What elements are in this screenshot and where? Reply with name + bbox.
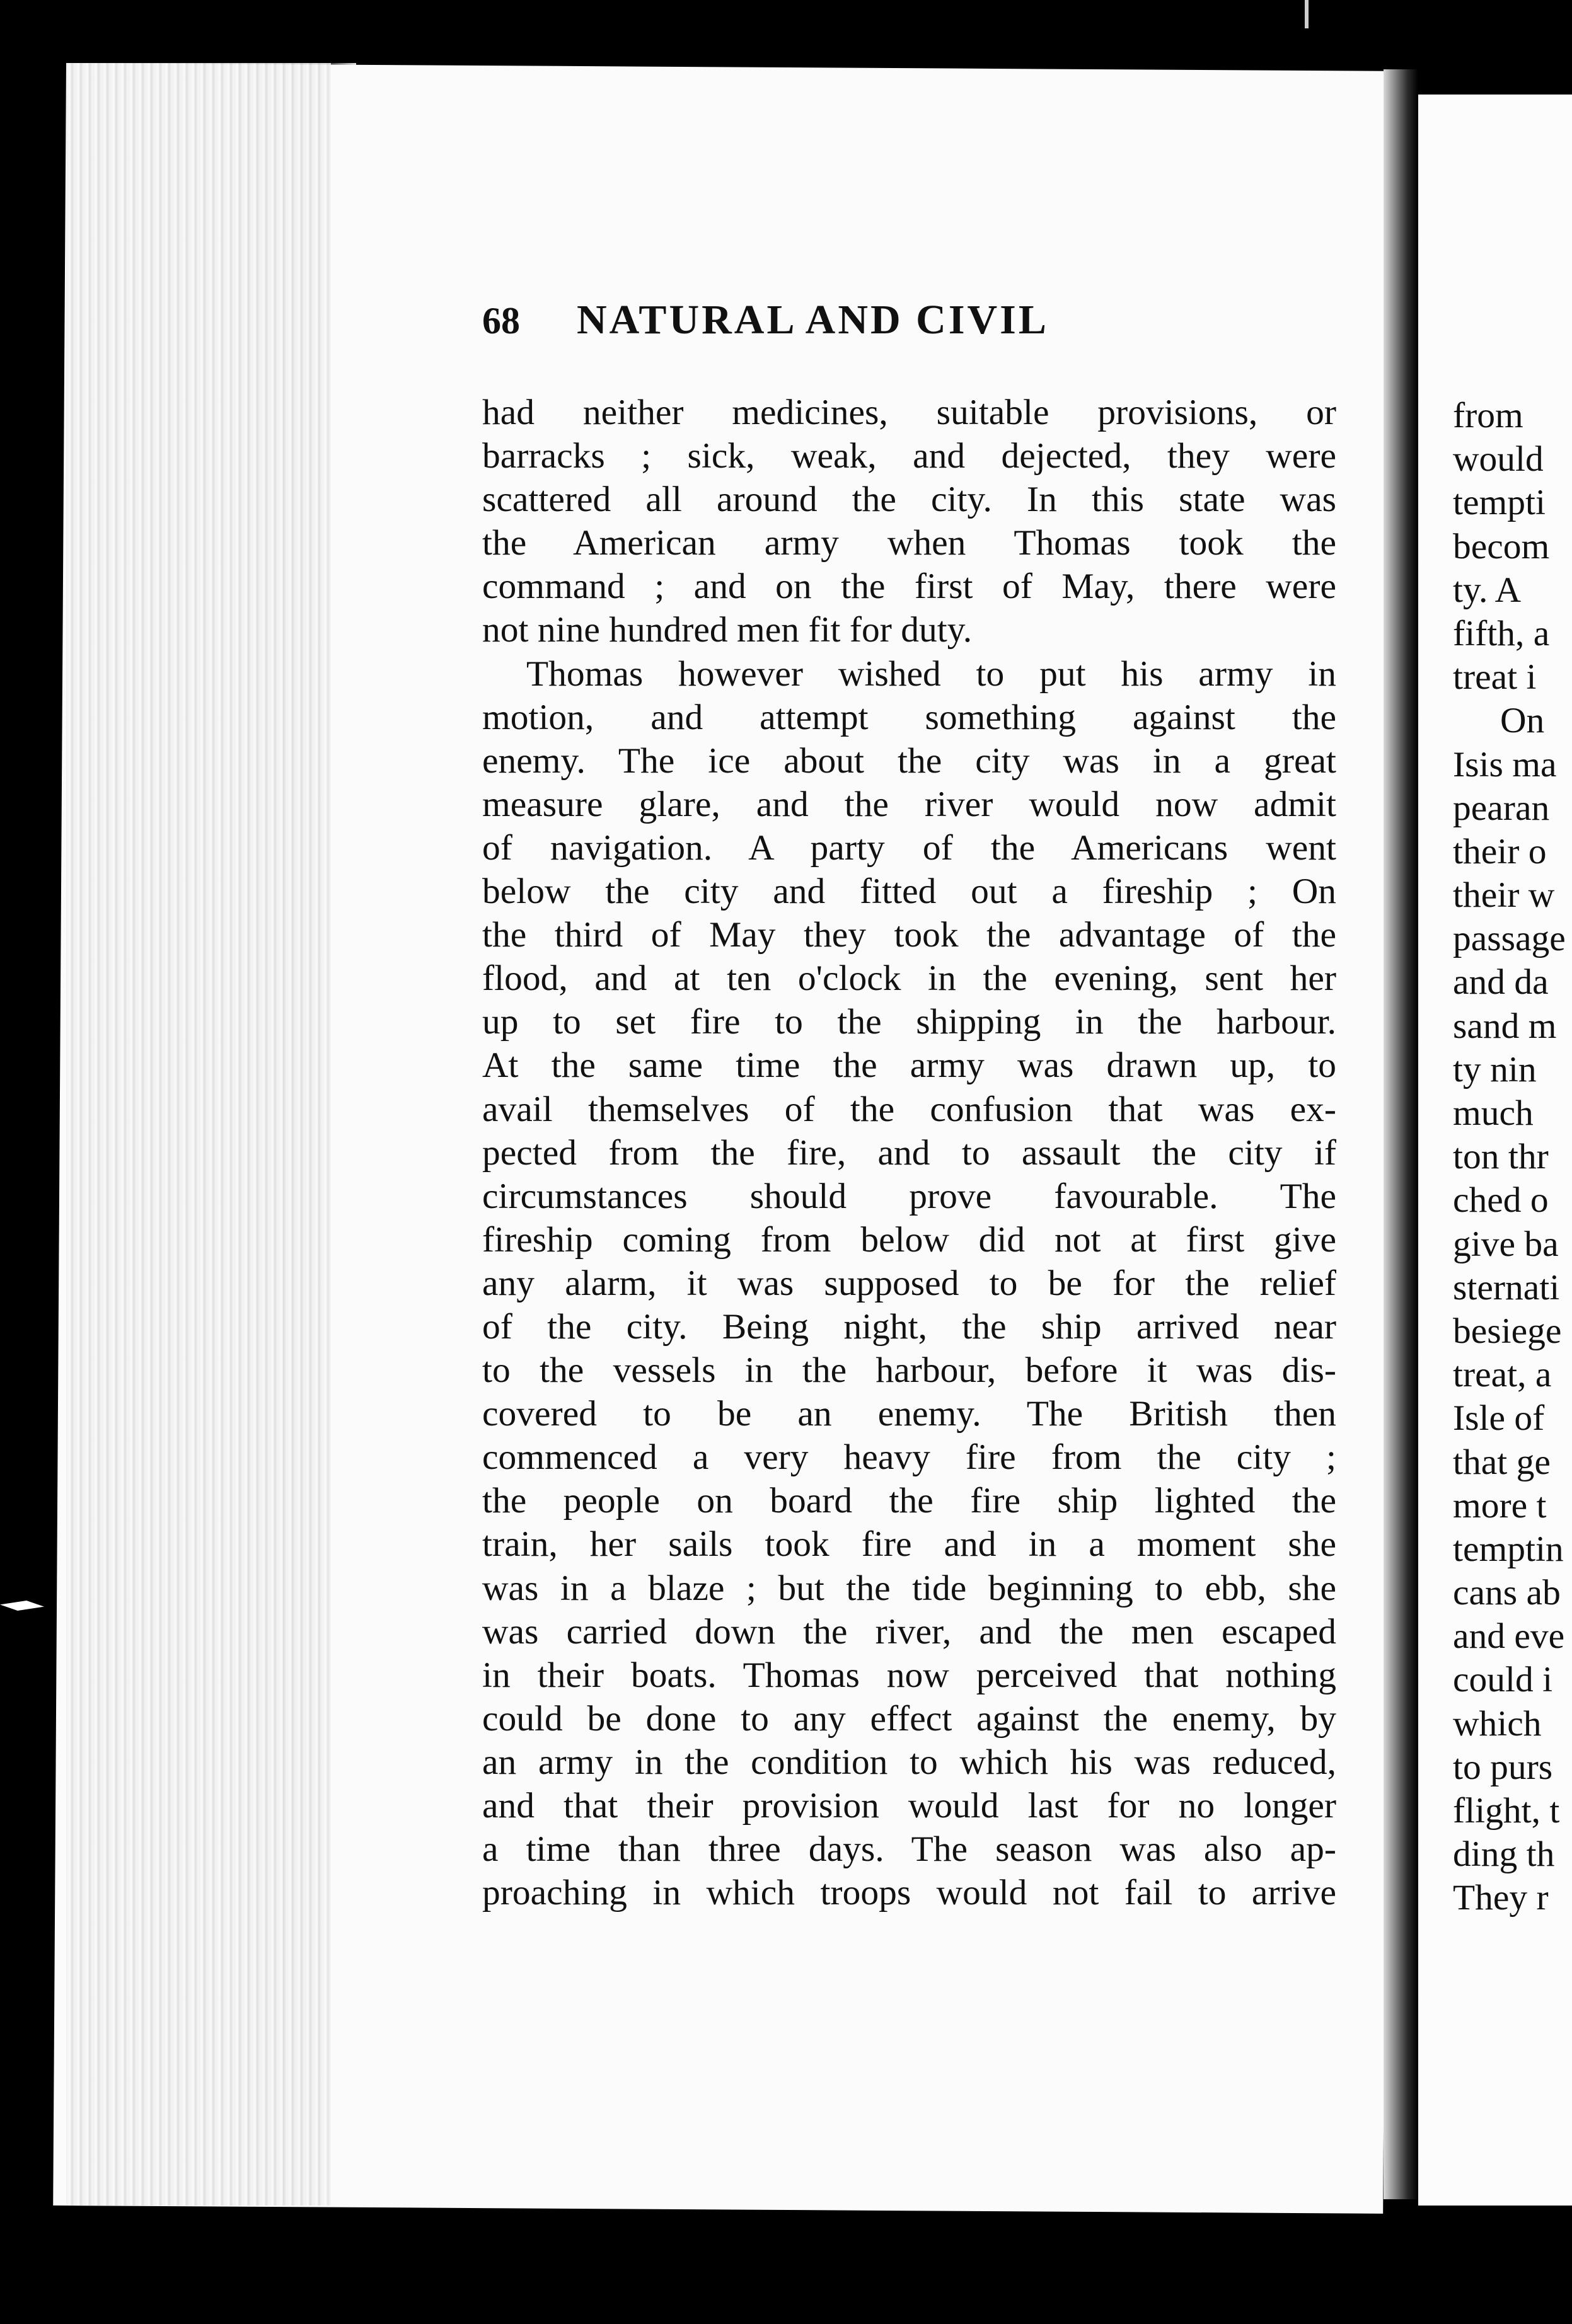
text-line-fragment: temptin xyxy=(1453,1529,1564,1569)
text-line: was in a blaze ; but the tide beginning to ebb, she xyxy=(482,1568,1336,1608)
text-line-fragment: tempti xyxy=(1453,483,1546,523)
text-line-fragment: their o xyxy=(1453,831,1547,872)
text-line-fragment: sand m xyxy=(1453,1006,1557,1046)
book-gutter xyxy=(1384,69,1418,2199)
text-line-fragment: ton thr xyxy=(1453,1137,1549,1177)
text-line-fragment: and da xyxy=(1453,962,1549,1003)
text-line-fragment: that ge xyxy=(1453,1442,1551,1482)
text-line: an army in the condition to which his was reduced, xyxy=(482,1742,1336,1782)
text-line: the people on board the fire ship lighted the xyxy=(482,1481,1336,1521)
text-line: below the city and fitted out a fireship ; On xyxy=(482,872,1336,912)
text-line: of navigation. A party of the Americans went xyxy=(482,827,1336,868)
text-line-fragment: to purs xyxy=(1453,1747,1553,1787)
text-line: train, her sails took fire and in a moment she xyxy=(482,1524,1336,1565)
scan-speck xyxy=(0,1601,44,1611)
text-line: Thomas however wished to put his army in xyxy=(526,653,1336,694)
text-line: flood, and at ten o'clock in the evening, sent her xyxy=(482,958,1336,999)
text-line-fragment: treat i xyxy=(1453,657,1537,698)
text-line: motion, and attempt something against the xyxy=(482,697,1336,737)
text-line-fragment: ty nin xyxy=(1453,1049,1537,1090)
text-line-fragment: ty. A xyxy=(1453,570,1522,610)
text-line: covered to be an enemy. The British then xyxy=(482,1394,1336,1434)
text-line-fragment: Isle of xyxy=(1453,1398,1545,1439)
text-line: pected from the fire, and to assault the city if xyxy=(482,1132,1336,1173)
text-line-fragment: their w xyxy=(1453,875,1555,916)
running-head-title: NATURAL AND CIVIL xyxy=(577,297,1049,343)
text-line-fragment: which xyxy=(1453,1703,1542,1744)
text-line-fragment: They r xyxy=(1453,1878,1549,1918)
text-line: any alarm, it was supposed to be for the relief xyxy=(482,1263,1336,1303)
text-line: the American army when Thomas took the xyxy=(482,523,1336,563)
text-line-fragment: would xyxy=(1453,439,1544,480)
text-line: in their boats. Thomas now perceived that nothing xyxy=(482,1655,1336,1695)
text-line-fragment: flight, t xyxy=(1453,1791,1560,1831)
right-page-text xyxy=(1453,394,1566,1920)
text-line: to the vessels in the harbour, before it was dis- xyxy=(482,1350,1336,1391)
text-line: enemy. The ice about the city was in a great xyxy=(482,740,1336,781)
text-line-fragment: sternati xyxy=(1453,1267,1560,1308)
text-line-fragment: fifth, a xyxy=(1453,613,1550,653)
text-line: scattered all around the city. In this state was xyxy=(482,480,1336,520)
text-line-fragment: cans ab xyxy=(1453,1573,1561,1613)
text-line-fragment: ched o xyxy=(1453,1180,1549,1221)
page-edges xyxy=(66,63,331,2206)
text-line: could be done to any effect against the enemy, by xyxy=(482,1698,1336,1739)
text-line: up to set fire to the shipping in the harbour. xyxy=(482,1002,1336,1042)
text-line-fragment: more t xyxy=(1453,1485,1547,1526)
text-line: fireship coming from below did not at first give xyxy=(482,1219,1336,1260)
body-text xyxy=(482,391,1336,1914)
text-line: was carried down the river, and the men escaped xyxy=(482,1611,1336,1652)
text-line: command ; and on the first of May, there were xyxy=(482,567,1336,607)
text-line-fragment: give ba xyxy=(1453,1224,1559,1264)
text-line: measure glare, and the river would now admit xyxy=(482,784,1336,824)
text-line: barracks ; sick, weak, and dejected, they were xyxy=(482,436,1336,476)
text-line-fragment: passage xyxy=(1453,919,1566,959)
text-line-fragment: besiege xyxy=(1453,1311,1562,1351)
text-line: a time than three days. The season was also ap- xyxy=(482,1829,1336,1870)
text-line-fragment: becom xyxy=(1453,526,1550,567)
text-line-fragment: could i xyxy=(1453,1660,1553,1700)
text-line: of the city. Being night, the ship arrived near xyxy=(482,1306,1336,1347)
running-head xyxy=(482,296,1336,372)
left-page-content xyxy=(482,296,1336,1914)
text-line-fragment: ding th xyxy=(1453,1834,1555,1875)
text-line: had neither medicines, suitable provisions, or xyxy=(482,393,1336,432)
text-line: and that their provision would last for no longer xyxy=(482,1786,1336,1826)
text-line: not nine hundred men fit for duty. xyxy=(482,610,973,650)
page-number: 68 xyxy=(482,300,520,342)
text-line: proaching in which troops would not fail to arrive xyxy=(482,1873,1336,1913)
text-line-fragment: from xyxy=(1453,396,1523,435)
text-line-fragment: treat, a xyxy=(1453,1355,1552,1395)
text-line: the third of May they took the advantage of the xyxy=(482,915,1336,955)
text-line-fragment: On xyxy=(1500,701,1545,741)
text-line: circumstances should prove favourable. The xyxy=(482,1176,1336,1216)
text-line-fragment: Isis ma xyxy=(1453,744,1557,785)
text-line-fragment: much xyxy=(1453,1093,1534,1133)
text-line-fragment: pearan xyxy=(1453,788,1550,828)
scan-mark xyxy=(1305,0,1309,28)
text-line-fragment: and eve xyxy=(1453,1616,1565,1657)
text-line: commenced a very heavy fire from the city ; xyxy=(482,1437,1336,1478)
text-line: avail themselves of the confusion that was ex- xyxy=(482,1089,1336,1129)
text-line: At the same time the army was drawn up, to xyxy=(482,1045,1336,1086)
